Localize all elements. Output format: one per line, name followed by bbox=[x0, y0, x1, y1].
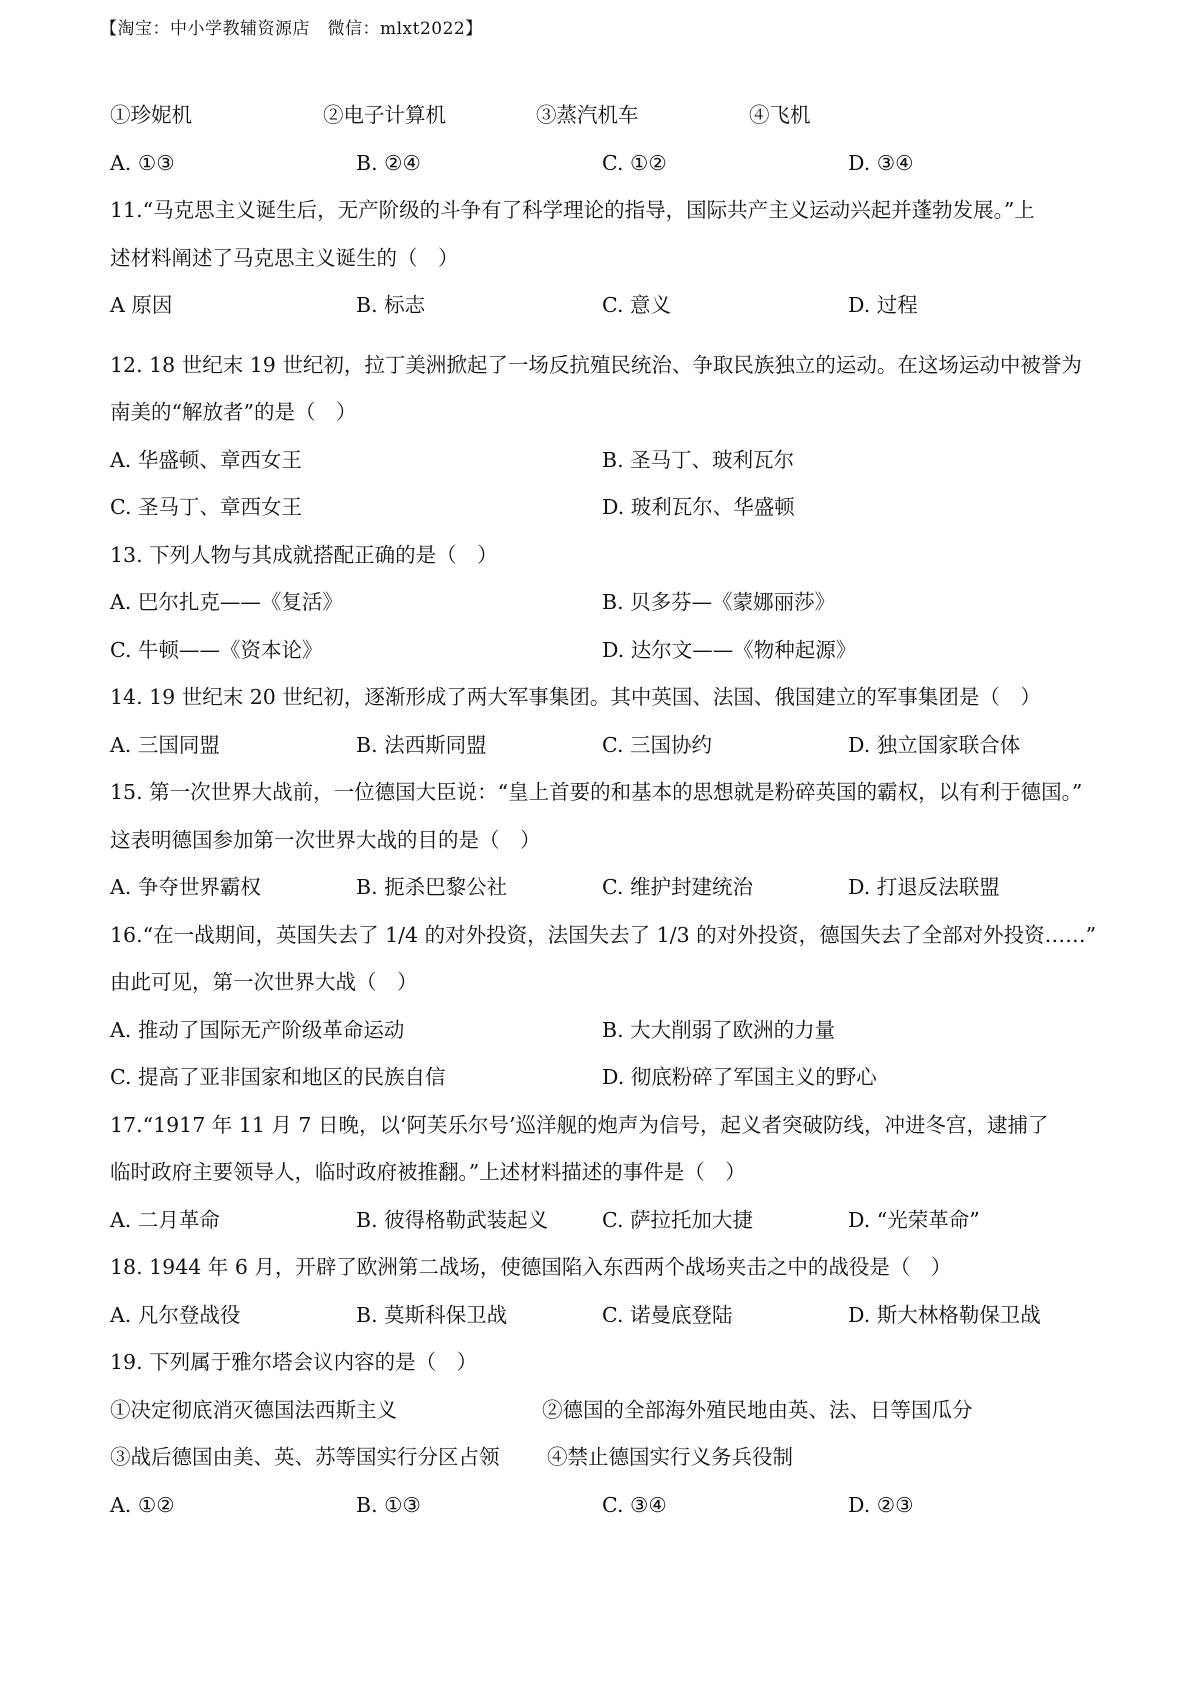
q10-items bbox=[110, 92, 1110, 140]
q11-option-d[interactable]: D. 过程 bbox=[848, 293, 918, 317]
q16-option-d[interactable]: D. 彻底粉碎了军国主义的野心 bbox=[602, 1065, 877, 1089]
q17-option-c[interactable]: C. 萨拉托加大捷 bbox=[602, 1207, 753, 1232]
q17-option-d[interactable]: D. “光荣革命” bbox=[848, 1207, 980, 1232]
q19-items-row-2 bbox=[110, 1434, 1110, 1482]
q18-option-a[interactable]: A. 凡尔登战役 bbox=[110, 1302, 241, 1327]
q19-option-d[interactable]: D. ②③ bbox=[848, 1492, 914, 1517]
q18-option-d[interactable]: D. 斯大林格勒保卫战 bbox=[848, 1302, 1041, 1327]
q16-option-b[interactable]: B. 大大削弱了欧洲的力量 bbox=[602, 1017, 836, 1042]
q12-stem-line-2: 南美的“解放者”的是（ ） bbox=[110, 400, 357, 424]
q10-item-2: ②电子计算机 bbox=[323, 103, 446, 127]
q15-option-c[interactable]: C. 维护封建统治 bbox=[602, 875, 753, 899]
q14-option-a[interactable]: A. 三国同盟 bbox=[110, 732, 220, 757]
q19-option-b[interactable]: B. ①③ bbox=[356, 1492, 421, 1517]
q18-option-c[interactable]: C. 诺曼底登陆 bbox=[602, 1302, 733, 1327]
q12-option-b[interactable]: B. 圣马丁、玻利瓦尔 bbox=[602, 447, 795, 472]
q11-stem-line-1: 11.“马克思主义诞生后，无产阶级的斗争有了科学理论的指导，国际共产主义运动兴起并蓬勃发展。”上 bbox=[110, 198, 1035, 222]
q11-option-c[interactable]: C. 意义 bbox=[602, 293, 671, 317]
q11-option-b[interactable]: B. 标志 bbox=[356, 293, 426, 317]
q17-stem-line-2: 临时政府主要领导人，临时政府被推翻。”上述材料描述的事件是（ ） bbox=[110, 1160, 746, 1184]
q15-options bbox=[110, 864, 1110, 912]
q14-option-c[interactable]: C. 三国协约 bbox=[602, 732, 712, 757]
q10-option-a[interactable]: A. ①③ bbox=[110, 150, 175, 175]
q13-options-row-1 bbox=[110, 579, 1110, 627]
q10-option-d[interactable]: D. ③④ bbox=[848, 150, 914, 175]
q18-options bbox=[110, 1292, 1110, 1340]
q10-item-3: ③蒸汽机车 bbox=[536, 103, 639, 127]
q19-option-c[interactable]: C. ③④ bbox=[602, 1492, 667, 1517]
q19-item-2: ②德国的全部海外殖民地由英、法、日等国瓜分 bbox=[542, 1397, 973, 1422]
q13-option-d[interactable]: D. 达尔文——《物种起源》 bbox=[602, 637, 857, 662]
q13-option-c[interactable]: C. 牛顿——《资本论》 bbox=[110, 637, 323, 662]
q12-option-a[interactable]: A. 华盛顿、章西女王 bbox=[110, 447, 302, 472]
q14-option-d[interactable]: D. 独立国家联合体 bbox=[848, 732, 1021, 757]
q11-stem-line-2: 述材料阐述了马克思主义诞生的（ ） bbox=[110, 245, 459, 270]
question-sheet bbox=[110, 92, 1110, 1529]
q16-stem-line-2: 由此可见，第一次世界大战（ ） bbox=[110, 970, 418, 994]
q12-options-row-1 bbox=[110, 437, 1110, 485]
q13-options-row-2 bbox=[110, 627, 1110, 675]
q16-option-a[interactable]: A. 推动了国际无产阶级革命运动 bbox=[110, 1017, 405, 1042]
q10-option-b[interactable]: B. ②④ bbox=[356, 150, 421, 175]
q16-stem-line-1: 16.“在一战期间，英国失去了 1/4 的对外投资，法国失去了 1/3 的对外投资，德国失去了全部对外投资……” bbox=[110, 922, 1097, 947]
q17-stem-line-1: 17.“1917 年 11 月 7 日晚，以‘阿芙乐尔号’巡洋舰的炮声为信号，起义者突破防线，冲进冬宫，逮捕了 bbox=[110, 1112, 1049, 1137]
q13-option-b[interactable]: B. 贝多芬—《蒙娜丽莎》 bbox=[602, 590, 836, 614]
q10-options bbox=[110, 140, 1110, 188]
q13-option-a[interactable]: A. 巴尔扎克——《复活》 bbox=[110, 590, 343, 614]
q10-item-4: ④飞机 bbox=[749, 103, 811, 127]
q15-option-d[interactable]: D. 打退反法联盟 bbox=[848, 875, 1000, 899]
q14-options bbox=[110, 722, 1110, 770]
q10-option-c[interactable]: C. ①② bbox=[602, 150, 667, 175]
q16-options-row-2 bbox=[110, 1054, 1110, 1102]
q19-item-3: ③战后德国由美、英、苏等国实行分区占领 bbox=[110, 1445, 500, 1469]
q16-options-row-1 bbox=[110, 1007, 1110, 1055]
q15-stem-line-1: 15. 第一次世界大战前，一位德国大臣说：“皇上首要的和基本的思想就是粉碎英国的霸权，以有利于德国。” bbox=[110, 780, 1083, 804]
q11-option-a[interactable]: A 原因 bbox=[110, 293, 173, 317]
q14-stem-line-1: 14. 19 世纪末 20 世纪初，逐渐形成了两大军事集团。其中英国、法国、俄国建立的军事集团是（ ） bbox=[110, 685, 1041, 709]
q19-item-4: ④禁止德国实行义务兵役制 bbox=[547, 1445, 793, 1469]
q16-option-c[interactable]: C. 提高了亚非国家和地区的民族自信 bbox=[110, 1065, 446, 1089]
q12-option-c[interactable]: C. 圣马丁、章西女王 bbox=[110, 495, 302, 519]
q19-options bbox=[110, 1482, 1110, 1530]
q14-option-b[interactable]: B. 法西斯同盟 bbox=[356, 732, 487, 757]
q11-options bbox=[110, 282, 1110, 330]
q19-option-a[interactable]: A. ①② bbox=[110, 1492, 175, 1517]
q19-item-1: ①决定彻底消灭德国法西斯主义 bbox=[110, 1397, 397, 1422]
q15-option-a[interactable]: A. 争夺世界霸权 bbox=[110, 875, 261, 899]
page-header: 【淘宝：中小学教辅资源店 微信：mlxt2022】 bbox=[100, 19, 483, 39]
q13-stem-line-1: 13. 下列人物与其成就搭配正确的是（ ） bbox=[110, 542, 498, 567]
q17-option-a[interactable]: A. 二月革命 bbox=[110, 1207, 220, 1232]
q17-options bbox=[110, 1197, 1110, 1245]
q12-stem-line-1: 12. 18 世纪末 19 世纪初，拉丁美洲掀起了一场反抗殖民统治、争取民族独立的运动。在这场运动中被誉为 bbox=[110, 352, 1082, 377]
q17-option-b[interactable]: B. 彼得格勒武装起义 bbox=[356, 1207, 549, 1232]
q19-items-row-1 bbox=[110, 1387, 1110, 1435]
q10-item-1: ①珍妮机 bbox=[110, 103, 192, 127]
q18-stem-line-1: 18. 1944 年 6 月，开辟了欧洲第二战场，使德国陷入东西两个战场夹击之中的战役是（ ） bbox=[110, 1255, 952, 1279]
q12-options-row-2 bbox=[110, 484, 1110, 532]
q19-stem-line-1: 19. 下列属于雅尔塔会议内容的是（ ） bbox=[110, 1350, 478, 1374]
q15-stem-line-2: 这表明德国参加第一次世界大战的目的是（ ） bbox=[110, 827, 541, 852]
q18-option-b[interactable]: B. 莫斯科保卫战 bbox=[356, 1302, 508, 1327]
q12-option-d[interactable]: D. 玻利瓦尔、华盛顿 bbox=[602, 495, 795, 519]
q15-option-b[interactable]: B. 扼杀巴黎公社 bbox=[356, 875, 508, 899]
